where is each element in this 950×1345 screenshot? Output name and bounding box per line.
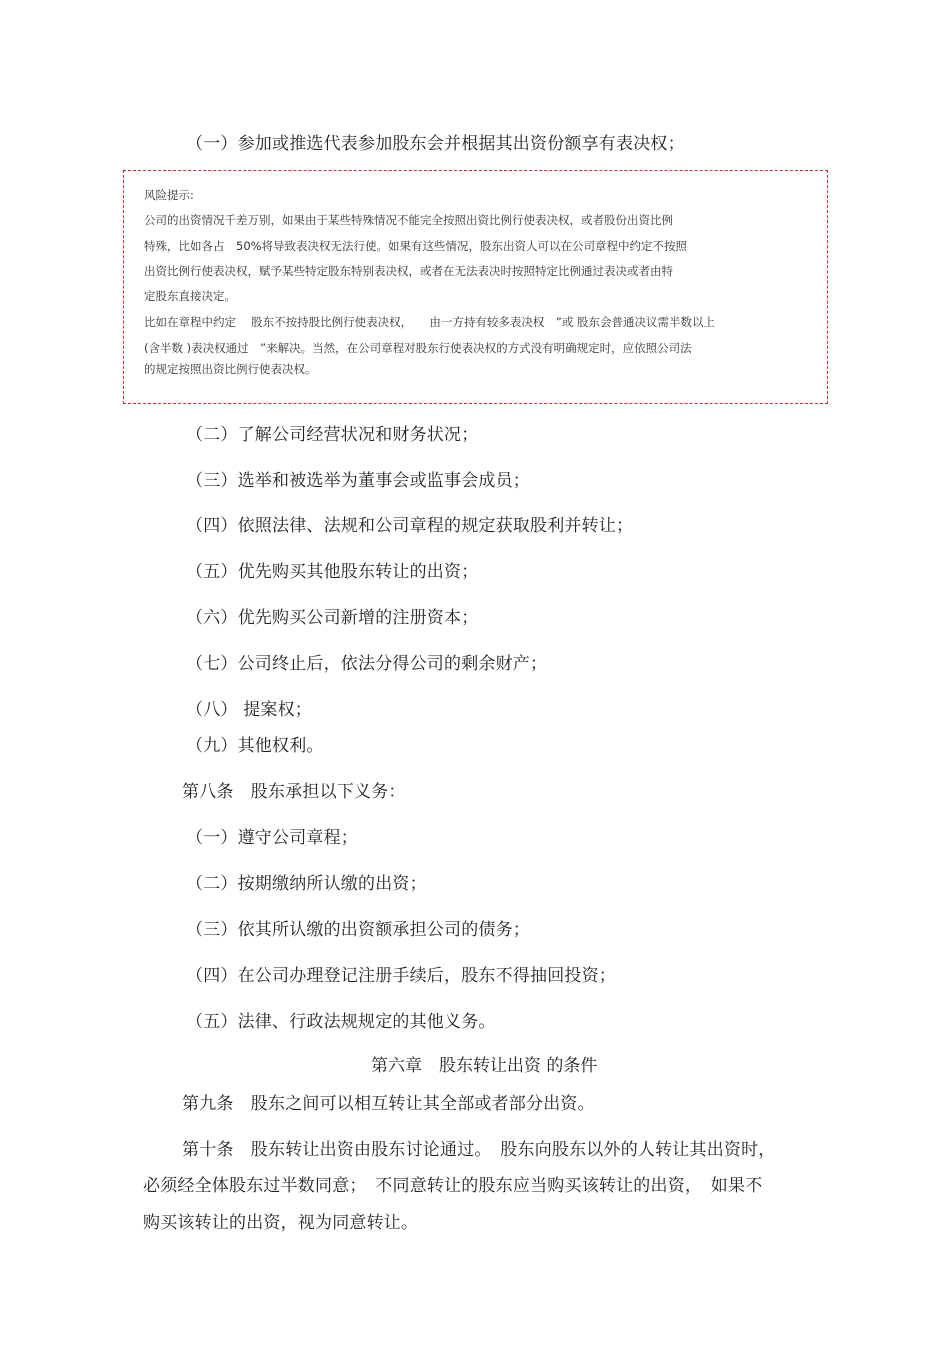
rights-item-8: （八） 提案权；: [186, 700, 313, 720]
duty-item-1: （一）遵守公司章程；: [186, 828, 358, 848]
risk-notice-box: [123, 170, 828, 404]
rights-item-6: （六）优先购买公司新增的注册资本；: [186, 608, 479, 628]
article-8-heading: 第八条 股东承担以下义务：: [182, 782, 406, 802]
rights-item-5: （五）优先购买其他股东转让的出资；: [186, 562, 479, 582]
rights-item-1: （一）参加或推选代表参加股东会并根据其出资份额享有表决权；: [186, 134, 685, 154]
duty-item-5: （五）法律、行政法规规定的其他义务。: [186, 1012, 496, 1032]
risk-notice-line: 比如在章程中约定 股东不按持股比例行使表决权， 由一方持有较多表决权 ”或 股东会普通决议需半数以上: [144, 315, 716, 329]
rights-item-7: （七）公司终止后，依法分得公司的剩余财产；: [186, 654, 548, 674]
article-10-line-2: 必须经全体股东过半数同意； 不同意转让的股东应当购买该转让的出资， 如果不: [143, 1176, 763, 1196]
rights-item-4: （四）依照法律、法规和公司章程的规定获取股利并转让；: [186, 516, 634, 536]
risk-notice-title: 风险提示:: [144, 188, 194, 202]
article-10-line-1: 第十条 股东转让出资由股东讨论通过。 股东向股东以外的人转让其出资时，: [182, 1140, 776, 1160]
risk-notice-line: 出资比例行使表决权，赋予某些特定股东特别表决权，或者在无法表决时按照特定比例通过表决或者由特: [144, 264, 673, 278]
duty-item-4: （四）在公司办理登记注册手续后，股东不得抽回投资；: [186, 966, 616, 986]
risk-notice-line: 特殊，比如各占 50%将导致表决权无法行使。如果有这些情况，股东出资人可以在公司章程中约定不按照: [144, 239, 688, 253]
risk-notice-line: 的规定按照出资比例行使表决权。: [144, 362, 317, 376]
rights-item-2: （二）了解公司经营状况和财务状况；: [186, 425, 479, 445]
duty-item-2: （二）按期缴纳所认缴的出资；: [186, 874, 427, 894]
article-10-line-3: 购买该转让的出资，视为同意转让。: [143, 1213, 419, 1233]
article-9: 第九条 股东之间可以相互转让其全部或者部分出资。: [182, 1094, 595, 1114]
rights-item-9: （九）其他权利。: [186, 736, 324, 756]
risk-notice-line: (含半数 )表决权通过 ”来解决。当然，在公司章程对股东行使表决权的方式没有明确规定时，应依照公司法: [144, 341, 692, 355]
duty-item-3: （三）依其所认缴的出资额承担公司的债务；: [186, 920, 530, 940]
chapter-6-title: 第六章 股东转让出资 的条件: [371, 1056, 598, 1076]
rights-item-3: （三）选举和被选举为董事会或监事会成员；: [186, 471, 530, 491]
risk-notice-line: 公司的出资情况千差万别，如果由于某些特殊情况不能完全按照出资比例行使表决权，或者股份出资比例: [144, 213, 673, 227]
risk-notice-line: 定股东直接决定。: [144, 289, 236, 303]
